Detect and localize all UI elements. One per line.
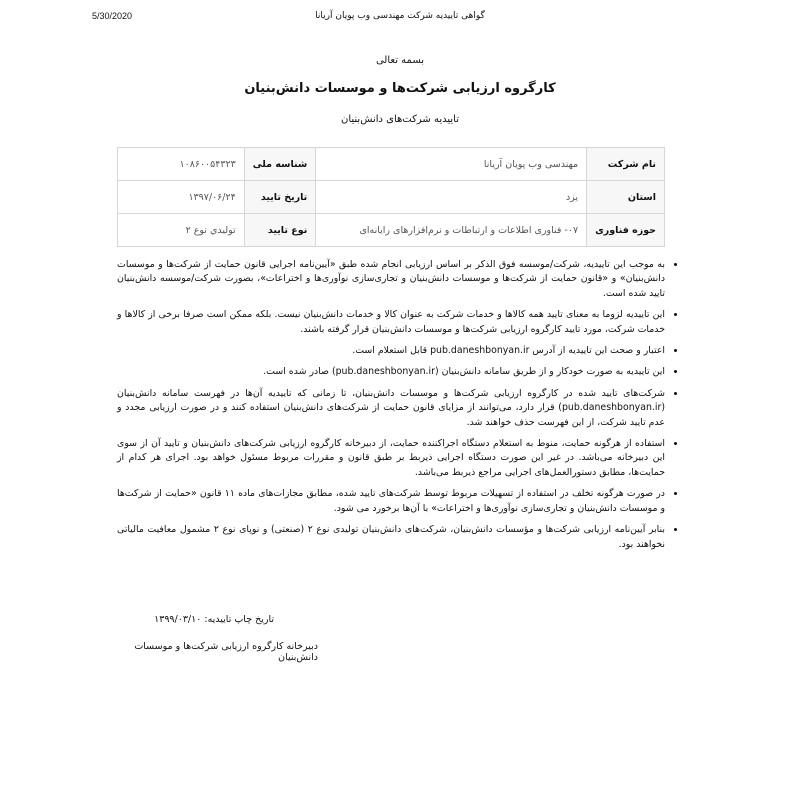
province-label: استان <box>587 181 665 214</box>
tech-field-value: ۰۷- فناوری اطلاعات و ارتباطات و نرم‌افزارهای رایانه‌ای <box>316 214 587 247</box>
basmala: بسمه تعالی <box>375 55 425 66</box>
header-date: 5/30/2020 <box>92 11 133 21</box>
page-title: کارگروه ارزیابی شرکت‌ها و موسسات دانش‌بنیان <box>244 81 556 96</box>
header-title: گواهی تاییدیه شرکت مهندسی وب پویان آریانا <box>315 11 485 21</box>
national-id-label: شناسه ملی <box>244 148 316 181</box>
company-info-table <box>117 147 665 247</box>
province-value: یزد <box>316 181 587 214</box>
approval-type-value: توليدي نوع ۲ <box>118 214 245 247</box>
footer-office: دبیرخانه کارگروه ارزیابی شرکت‌ها و موسسات دانش‌بنیان <box>134 641 318 663</box>
table-row <box>118 214 665 247</box>
list-item: • شرکت‌های تایید شده در کارگروه ارزیابی شرکت‌ها و موسسات دانش‌بنیان، تا زمانی که تاییدیه آن‌ها در فهرست سامانه دانش‌بنیان (pub.daneshbonyan.ir) قرار دارد، می‌توانند از مزایای قانون حمایت از شرکت‌های دانش‌بنیان استفاده کنند و در صورت ارزیابی مجدد و عدم تایید شرکت، از این فهرست حذف خواهند شد. <box>117 387 665 430</box>
list-item: • این تاییدیه به صورت خودکار و از طریق سامانه دانش‌بنیان (pub.daneshbonyan.ir) صادر شده است. <box>117 365 665 379</box>
table-row <box>118 148 665 181</box>
list-item: • این تاییدیه لزوما به معنای تایید همه کالاها و خدمات شرکت به عنوان کالا و خدمات دانش‌بنیان نیست. بلکه ممکن است صرفا برخی از کالاها و خدمات شرکت، مورد تایید کارگروه ارزیابی شرکت‌ها و موسسات دانش‌بنیان قرار گرفته باشند. <box>117 308 665 337</box>
list-item: • در صورت هرگونه تخلف در استفاده از تسهیلات مربوط توسط شرکت‌های تایید شده، مطابق مجازات‌های ماده ۱۱ قانون «حمایت از شرکت‌ها و موسسات دانش‌بنیان و تجاری‌سازی نوآوری‌ها و اختراعات» با آن‌ها برخورد می شود. <box>117 487 665 516</box>
list-item: • به موجب این تاییدیه، شرکت/موسسه فوق الذکر بر اساس ارزیابی انجام شده طبق «آیین‌نامه اجرایی قانون حمایت از شرکت‌ها و موسسات دانش‌بنیان» و «قانون حمایت از شرکت‌ها و موسسات دانش‌بنیان و تجاری‌سازی نوآوری‌ها و اختراعات»، بصورت شرکت/موسسه دانش‌بنیان تایید شده است. <box>117 258 665 301</box>
list-item: • اعتبار و صحت این تاییدیه از آدرس pub.daneshbonyan.ir قابل استعلام است. <box>117 344 665 358</box>
list-item: • استفاده از هرگونه حمایت، منوط به استعلام دستگاه اجراکننده حمایت، از دبیرخانه کارگروه ارزیابی شرکت‌های دانش‌بنیان و تایید آن از سوی این دبیرخانه می‌باشد. در غیر این صورت دستگاه اجرایی ذیربط بر طبق قانون و مقررات مربوط مسئول خواهد بود. اجرای هر کدام از حمایت‌ها، مطابق دستورالعمل‌های اجرایی مراجع ذیربط می‌باشد. <box>117 437 665 480</box>
company-name-label: نام شرکت <box>587 148 665 181</box>
page-subtitle: تاییدیه شرکت‌های دانش‌بنیان <box>341 114 459 125</box>
approval-type-label: نوع تایید <box>244 214 316 247</box>
approval-date-value: ۱۳۹۷/۰۶/۲۴ <box>118 181 245 214</box>
print-date: تاریخ چاپ تاییدیه: ۱۳۹۹/۰۳/۱۰ <box>154 614 274 625</box>
tech-field-label: حوزه فناوری <box>587 214 665 247</box>
list-item: • بنابر آیین‌نامه ارزیابی شرکت‌ها و مؤسسات دانش‌بنیان، شرکت‌های دانش‌بنیان تولیدی نوع ۲ (صنعتی) و نوپای نوع ۲ مشمول معافیت مالیاتی نخواهند بود. <box>117 523 665 552</box>
company-name-value: مهندسی وب پویان آریانا <box>316 148 587 181</box>
notes-list <box>117 258 679 559</box>
table-row <box>118 181 665 214</box>
approval-date-label: تاریخ تایید <box>244 181 316 214</box>
national-id-value: ۱۰۸۶۰۰۵۴۳۲۳ <box>118 148 245 181</box>
